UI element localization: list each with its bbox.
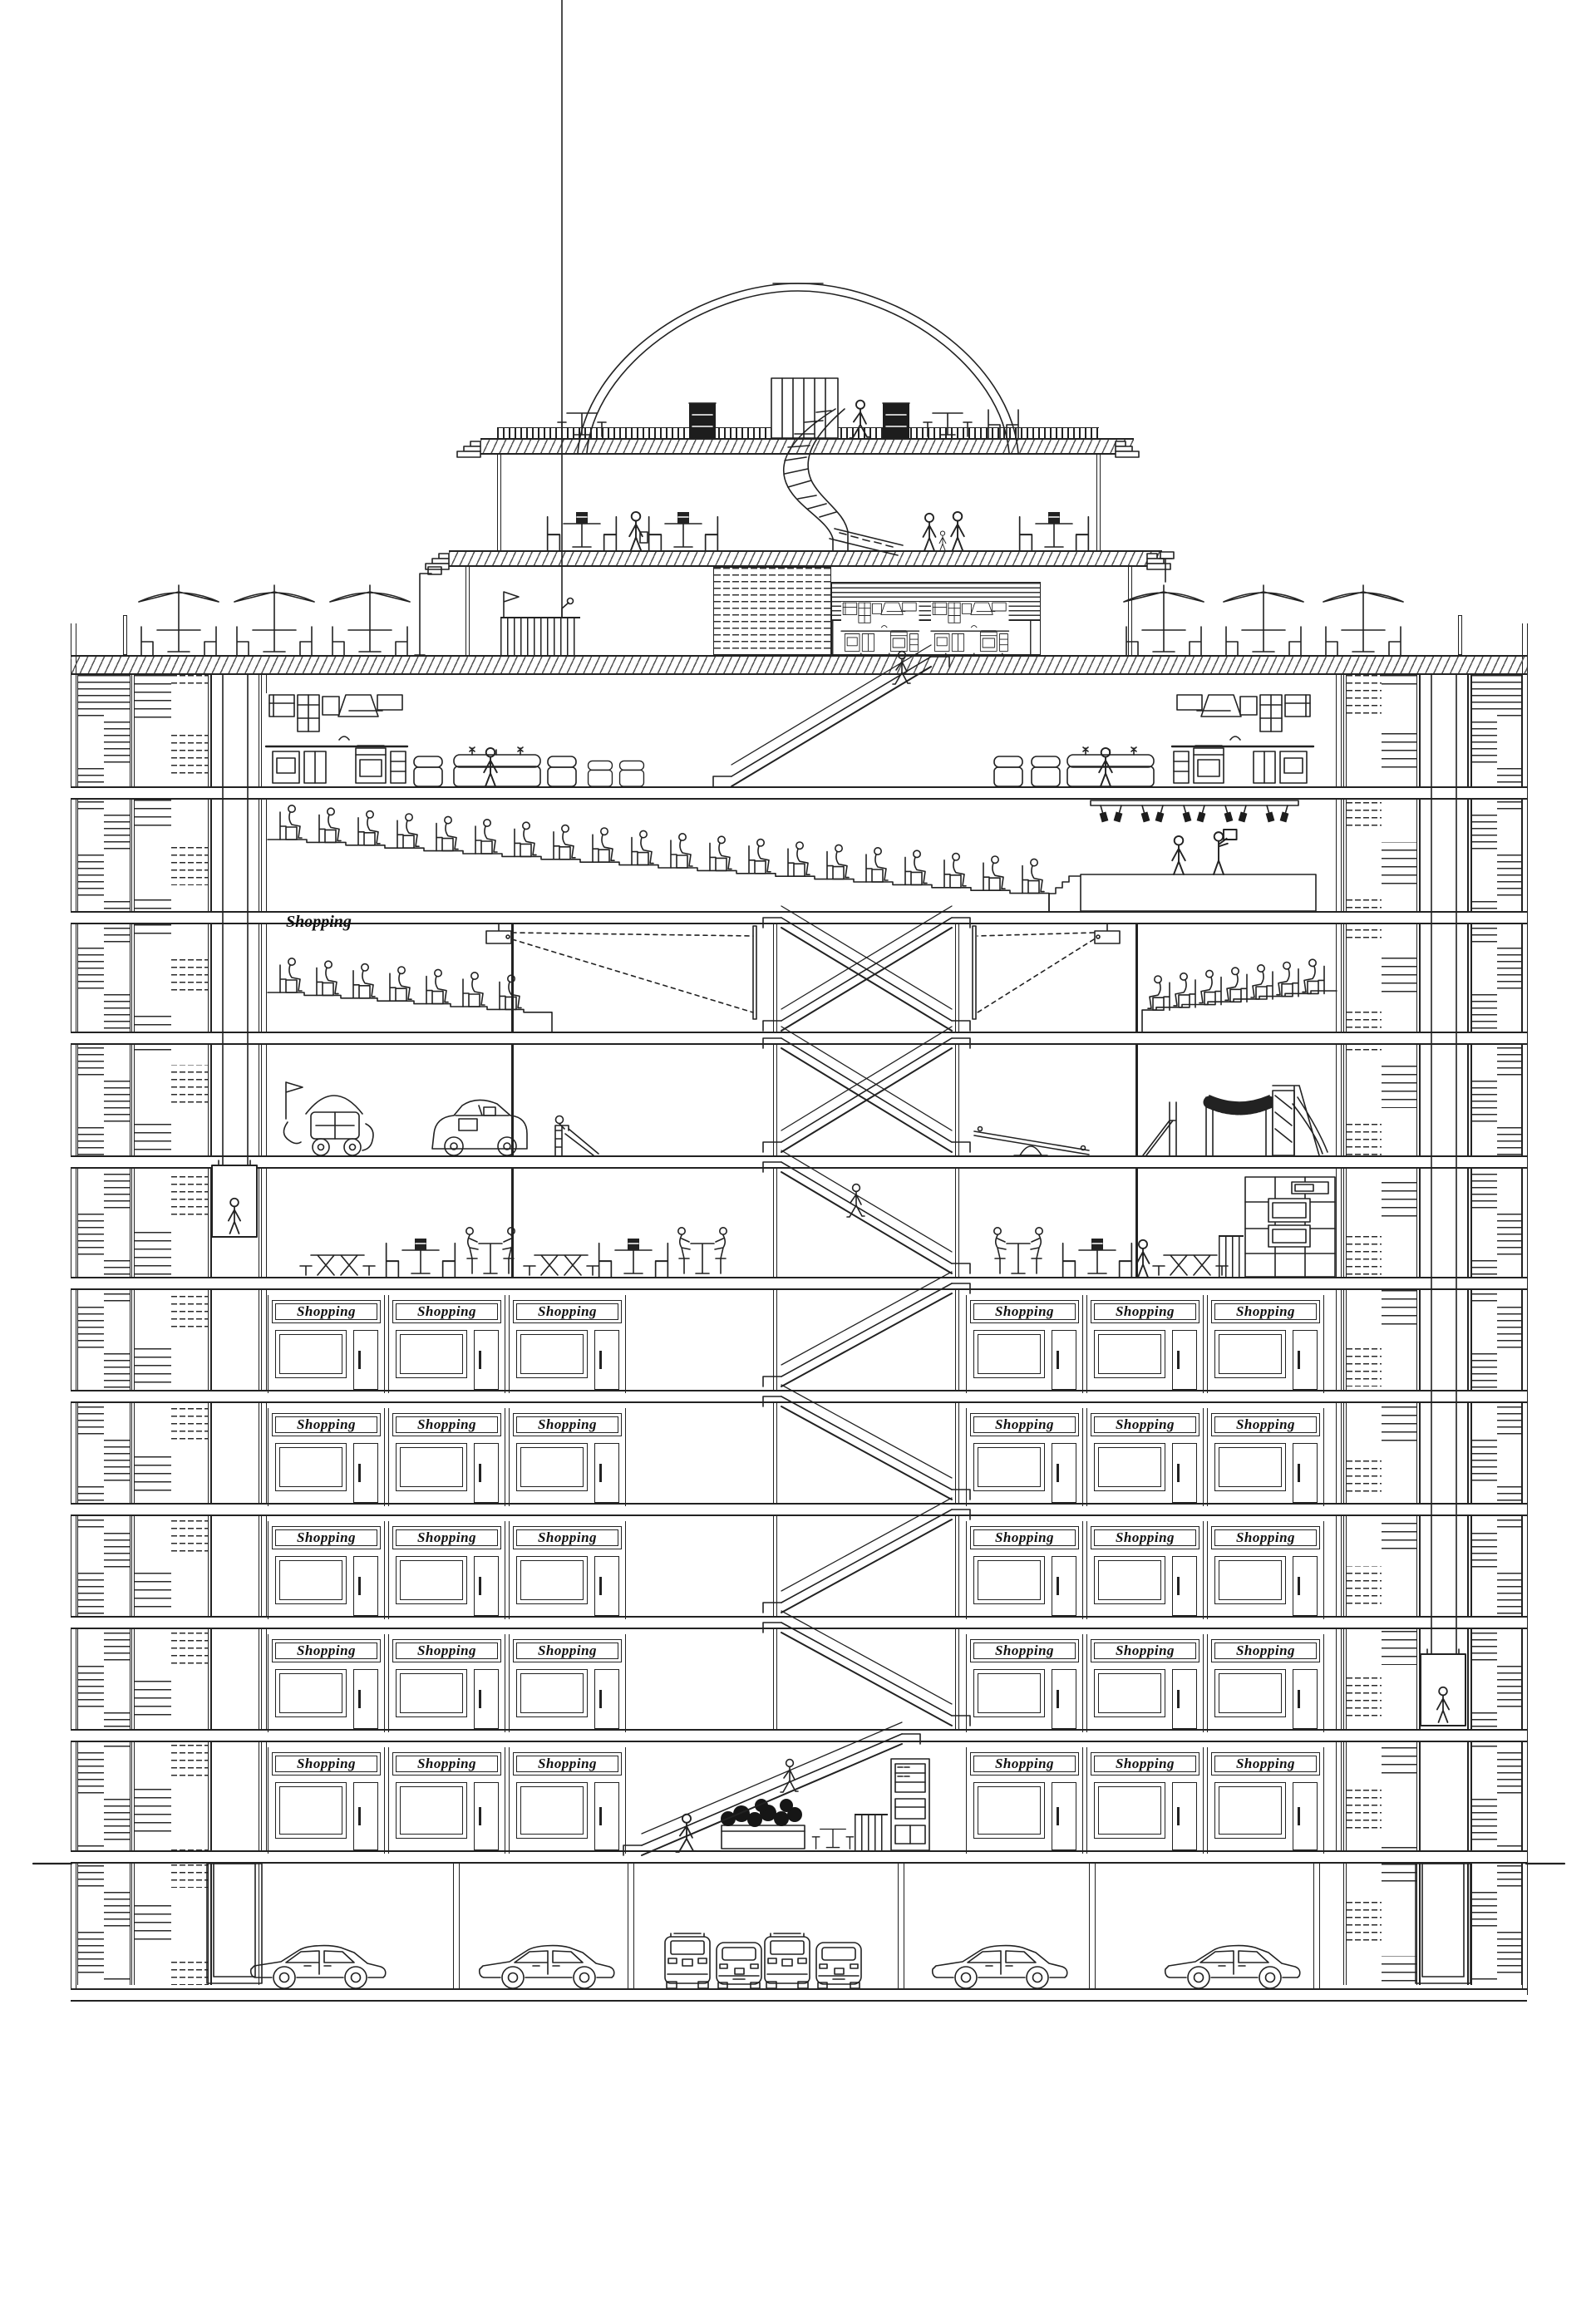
shop-sign: Shopping	[272, 1639, 381, 1662]
person-on-escalator	[781, 1760, 798, 1792]
seated-person	[1225, 968, 1247, 1002]
cornice-moldings	[426, 441, 1170, 569]
umbrella-table-set	[1323, 585, 1403, 655]
umbrella-table-set	[1224, 585, 1303, 655]
parked-vehicle	[765, 1933, 810, 1988]
seated-person	[1277, 963, 1298, 997]
projector-icon	[1095, 924, 1120, 943]
stage-light	[1222, 805, 1233, 822]
kitchen	[1172, 693, 1313, 786]
escalator[interactable]	[763, 1272, 970, 1386]
shop-sign: Shopping	[970, 1413, 1079, 1436]
shop-sign: Shopping	[1091, 1300, 1199, 1323]
shop-sign: Shopping	[392, 1413, 501, 1436]
auditorium-stage	[1049, 830, 1316, 911]
playground-floor	[283, 1082, 1328, 1155]
cafe-table-set	[1020, 512, 1089, 550]
parked-vehicle	[665, 1933, 710, 1988]
seated-person	[983, 856, 1005, 890]
seated-person	[827, 845, 849, 879]
picnic-table	[1153, 1255, 1228, 1275]
shop-sign: Shopping	[1211, 1752, 1320, 1776]
seated-person	[280, 805, 302, 840]
escalator[interactable]	[763, 1385, 970, 1500]
stage-light	[1280, 805, 1291, 822]
stage-light-rig	[1091, 800, 1298, 805]
armchair[interactable]	[548, 756, 576, 786]
seated-person	[1199, 970, 1221, 1004]
parked-vehicle	[251, 1946, 386, 1988]
mechanical-level	[504, 0, 1174, 653]
seated-person	[515, 822, 536, 856]
seated-person	[358, 811, 380, 845]
people-at-high-table	[466, 1228, 515, 1273]
seated-person	[788, 842, 810, 876]
shop-sign: Shopping	[392, 1639, 501, 1662]
cinema-screen	[973, 926, 976, 1019]
shop-sign: Shopping	[970, 1300, 1079, 1323]
projector-icon	[486, 924, 511, 943]
shop-sign: Shopping	[1091, 1413, 1199, 1436]
shop-sign: Shopping	[392, 1300, 501, 1323]
roof-deck	[139, 567, 1403, 655]
seated-person	[475, 820, 497, 854]
shop-sign: Shopping	[970, 1752, 1079, 1776]
seated-person	[463, 973, 485, 1007]
seated-person	[390, 967, 411, 1001]
kiosk-flag	[504, 592, 519, 617]
sofa[interactable]	[454, 747, 540, 786]
seated-person	[353, 964, 375, 998]
elevator-cab-right[interactable]	[1421, 1649, 1465, 1726]
seated-person	[671, 834, 692, 868]
seated-person	[500, 975, 521, 1009]
escalator[interactable]	[713, 645, 949, 786]
shop-sign: Shopping	[1091, 1526, 1199, 1549]
shop-sign: Shopping	[392, 1752, 501, 1776]
stage-light	[1239, 805, 1249, 822]
seated-person	[944, 854, 966, 888]
ground-floor	[676, 652, 929, 1852]
stage-light	[1197, 805, 1208, 822]
cafe-table-set	[548, 512, 617, 550]
stage-light	[1114, 805, 1125, 822]
seated-person	[749, 840, 771, 874]
seated-person	[710, 836, 732, 870]
shop-sign: Shopping	[513, 1413, 622, 1436]
bar-table	[558, 413, 606, 436]
armchair[interactable]	[589, 761, 613, 786]
elevator-cab-left[interactable]	[212, 1160, 257, 1237]
people-at-high-table	[994, 1228, 1042, 1273]
seated-person	[593, 828, 614, 862]
escalator[interactable]	[763, 1611, 970, 1726]
stage-light	[1139, 805, 1150, 822]
umbrella-table-set	[330, 585, 410, 655]
shop-sign: Shopping	[1211, 1413, 1320, 1436]
small-slide[interactable]	[555, 1116, 598, 1156]
vending-cabinet[interactable]	[891, 1759, 929, 1850]
kiosk-machine	[689, 403, 716, 438]
parked-vehicle	[816, 1943, 861, 1988]
kiddie-ride[interactable]	[283, 1082, 373, 1155]
shop-sign: Shopping	[272, 1300, 381, 1323]
shop-sign: Shopping	[970, 1526, 1079, 1549]
cinema-steps-left	[268, 992, 552, 1032]
performer	[1172, 836, 1185, 874]
seated-person	[280, 958, 302, 992]
parked-vehicle	[933, 1946, 1067, 1988]
cinema-floor-label: Shopping	[286, 913, 352, 931]
auditorium-steps	[268, 840, 1049, 911]
shop-sign: Shopping	[1091, 1752, 1199, 1776]
seated-person	[1022, 859, 1044, 893]
picnic-table	[300, 1255, 375, 1275]
cafe-table-set	[1063, 1239, 1132, 1277]
shop-sign: Shopping	[513, 1639, 622, 1662]
performer-with-box	[1214, 830, 1237, 874]
lounge-floor	[266, 693, 1313, 805]
person-standing	[484, 748, 497, 786]
seated-person	[554, 825, 575, 859]
seated-person	[1303, 959, 1324, 993]
person-walking	[850, 401, 869, 438]
cafe-table-set	[649, 512, 718, 550]
person-standing	[1099, 748, 1112, 786]
escalator[interactable]	[763, 1498, 970, 1613]
person-with-bag	[629, 512, 648, 550]
seated-person	[397, 814, 419, 848]
shop-sign: Shopping	[513, 1752, 622, 1776]
armchair[interactable]	[414, 756, 442, 786]
seated-person	[905, 850, 927, 884]
stage-light	[1097, 805, 1108, 822]
picnic-table	[524, 1255, 598, 1275]
kiosk-machine	[883, 403, 909, 438]
seated-person	[436, 816, 458, 850]
escalator[interactable]	[763, 1150, 970, 1273]
seated-person	[632, 830, 653, 864]
lamp-post	[415, 567, 441, 655]
kitchen-unit	[841, 602, 919, 653]
umbrella-table-set	[234, 585, 314, 655]
seated-person	[319, 808, 341, 842]
seated-person	[1174, 973, 1195, 1007]
parked-vehicle	[480, 1946, 614, 1988]
stage-light	[1180, 805, 1191, 822]
cinema-steps-right	[1142, 991, 1337, 1032]
parked-vehicle	[1165, 1946, 1300, 1988]
armchair[interactable]	[994, 756, 1022, 786]
seated-person	[317, 961, 338, 995]
elevators[interactable]	[207, 675, 1470, 1983]
climbing-structure[interactable]	[1143, 1086, 1328, 1155]
chair[interactable]	[988, 410, 1000, 438]
shop-sign: Shopping	[272, 1752, 381, 1776]
shop-sign: Shopping	[272, 1413, 381, 1436]
person-standing	[1137, 1240, 1150, 1277]
armchair[interactable]	[620, 761, 644, 786]
umbrella-table-set	[1124, 585, 1204, 655]
shop-sign: Shopping	[970, 1639, 1079, 1662]
shop-sign: Shopping	[1211, 1639, 1320, 1662]
shop-sign: Shopping	[1211, 1526, 1320, 1549]
umbrella-table-set	[139, 585, 219, 655]
shop-sign: Shopping	[392, 1526, 501, 1549]
toy-bus-ride[interactable]	[432, 1100, 527, 1155]
elevator-pit-right	[1416, 1864, 1470, 1983]
shop-sign: Shopping	[513, 1300, 622, 1323]
seesaw[interactable]	[974, 1127, 1089, 1156]
shop-sign: Shopping	[272, 1526, 381, 1549]
shop-sign: Shopping	[513, 1526, 622, 1549]
cinema-screen	[753, 926, 756, 1019]
stage-light	[1264, 805, 1274, 822]
armchair[interactable]	[1032, 756, 1060, 786]
kitchen	[266, 693, 407, 786]
seated-person	[866, 848, 888, 882]
shop-sign: Shopping	[1211, 1300, 1320, 1323]
people-at-high-table	[678, 1228, 727, 1273]
bar-table	[924, 413, 972, 436]
stage-light	[1155, 805, 1166, 822]
cafe-table-set	[387, 1239, 456, 1277]
seated-person	[426, 969, 448, 1003]
shop-sign: Shopping	[1091, 1639, 1199, 1662]
service-kitchen	[1245, 1177, 1335, 1277]
cafe-table-set	[599, 1239, 668, 1277]
person-on-escalator	[893, 652, 910, 684]
cafe-table	[812, 1830, 853, 1849]
cinema-projection	[486, 924, 1120, 1019]
family-group	[924, 512, 964, 550]
food-court	[300, 1177, 1335, 1277]
parked-vehicle	[717, 1943, 761, 1988]
seated-person	[1251, 965, 1273, 999]
elevator-pit-left	[207, 1864, 262, 1983]
seated-person	[1148, 976, 1170, 1010]
kitchen-unit	[931, 602, 1009, 653]
